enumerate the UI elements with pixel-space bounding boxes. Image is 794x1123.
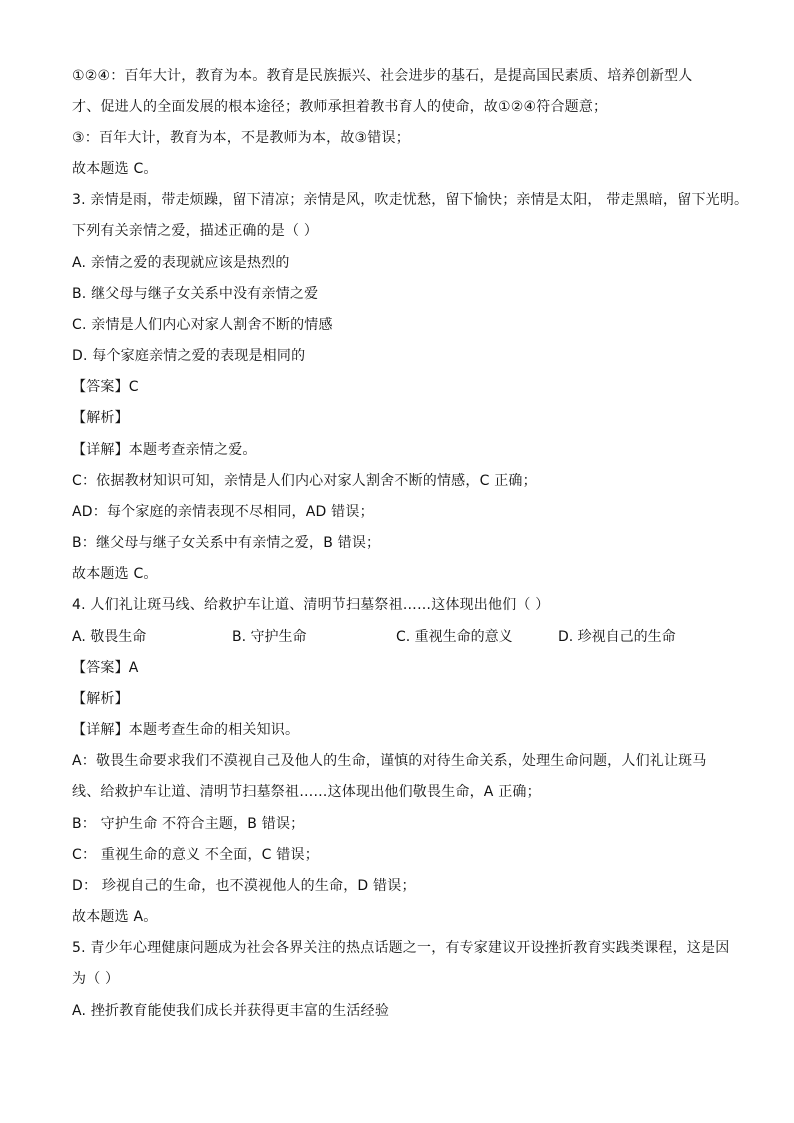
option-a: A. 挫折教育能使我们成长并获得更丰富的生活经验 — [72, 1003, 390, 1019]
text-line: B：继父母与继子女关系中有亲情之爱，B 错误； — [72, 535, 381, 551]
text-line: ①②④：百年大计，教育为本。教育是民族振兴、社会进步的基石，是提高国民素质、培养创新型人 — [72, 68, 693, 84]
question-3-stem: 3. 亲情是雨，带走烦躁，留下清凉；亲情是风，吹走忧愁，留下愉快；亲情是太阳， 带走黑暗，留下光明。 — [72, 192, 749, 208]
detail-label: 【详解】本题考查生命的相关知识。 — [72, 722, 300, 738]
option-a: A. 敬畏生命 — [72, 629, 147, 645]
text-line: B： 守护生命 不符合主题，B 错误； — [72, 816, 305, 832]
answer-label: 【答案】A — [72, 660, 139, 676]
text-line: 才、促进人的全面发展的根本途径；教师承担着教书育人的使命，故①②④符合题意； — [72, 99, 608, 115]
text-line: ③：百年大计，教育为本，不是教师为本，故③错误； — [72, 130, 410, 146]
text-line: C： 重视生命的意义 不全面，C 错误； — [72, 847, 319, 863]
option-d: D. 每个家庭亲情之爱的表现是相同的 — [72, 348, 306, 364]
text-line: A：敬畏生命要求我们不漠视自己及他人的生命，谨慎的对待生命关系，处理生命问题，人们礼让斑马 — [72, 753, 707, 769]
question-5-stem: 为（ ） — [72, 971, 120, 987]
text-line: 故本题选 A。 — [72, 909, 158, 925]
question-5-stem: 5. 青少年心理健康问题成为社会各界关注的热点话题之一，有专家建议开设挫折教育实践类课程，这是因 — [72, 940, 730, 956]
question-4-stem: 4. 人们礼让斑马线、给救护车让道、清明节扫墓祭祖……这体现出他们（ ） — [72, 597, 550, 613]
analysis-label: 【解析】 — [72, 691, 129, 707]
text-line: 故本题选 C。 — [72, 161, 158, 177]
text-line: D： 珍视自己的生命，也不漠视他人的生命，D 错误； — [72, 878, 416, 894]
option-b: B. 继父母与继子女关系中没有亲情之爱 — [72, 286, 319, 302]
question-3-stem: 下列有关亲情之爱，描述正确的是（ ） — [72, 223, 319, 239]
detail-label: 【详解】本题考查亲情之爱。 — [72, 442, 257, 458]
text-line: AD：每个家庭的亲情表现不尽相同，AD 错误； — [72, 504, 374, 520]
option-c: C. 重视生命的意义 — [396, 629, 513, 645]
text-line: C：依据教材知识可知，亲情是人们内心对家人割舍不断的情感，C 正确； — [72, 473, 537, 489]
option-c: C. 亲情是人们内心对家人割舍不断的情感 — [72, 317, 333, 333]
option-b: B. 守护生命 — [232, 629, 307, 645]
option-d: D. 珍视自己的生命 — [558, 629, 676, 645]
option-a: A. 亲情之爱的表现就应该是热烈的 — [72, 255, 290, 271]
text-line: 线、给救护车让道、清明节扫墓祭祖……这体现出他们敬畏生命，A 正确； — [72, 784, 541, 800]
answer-label: 【答案】C — [72, 379, 139, 395]
analysis-label: 【解析】 — [72, 410, 129, 426]
text-line: 故本题选 C。 — [72, 566, 158, 582]
